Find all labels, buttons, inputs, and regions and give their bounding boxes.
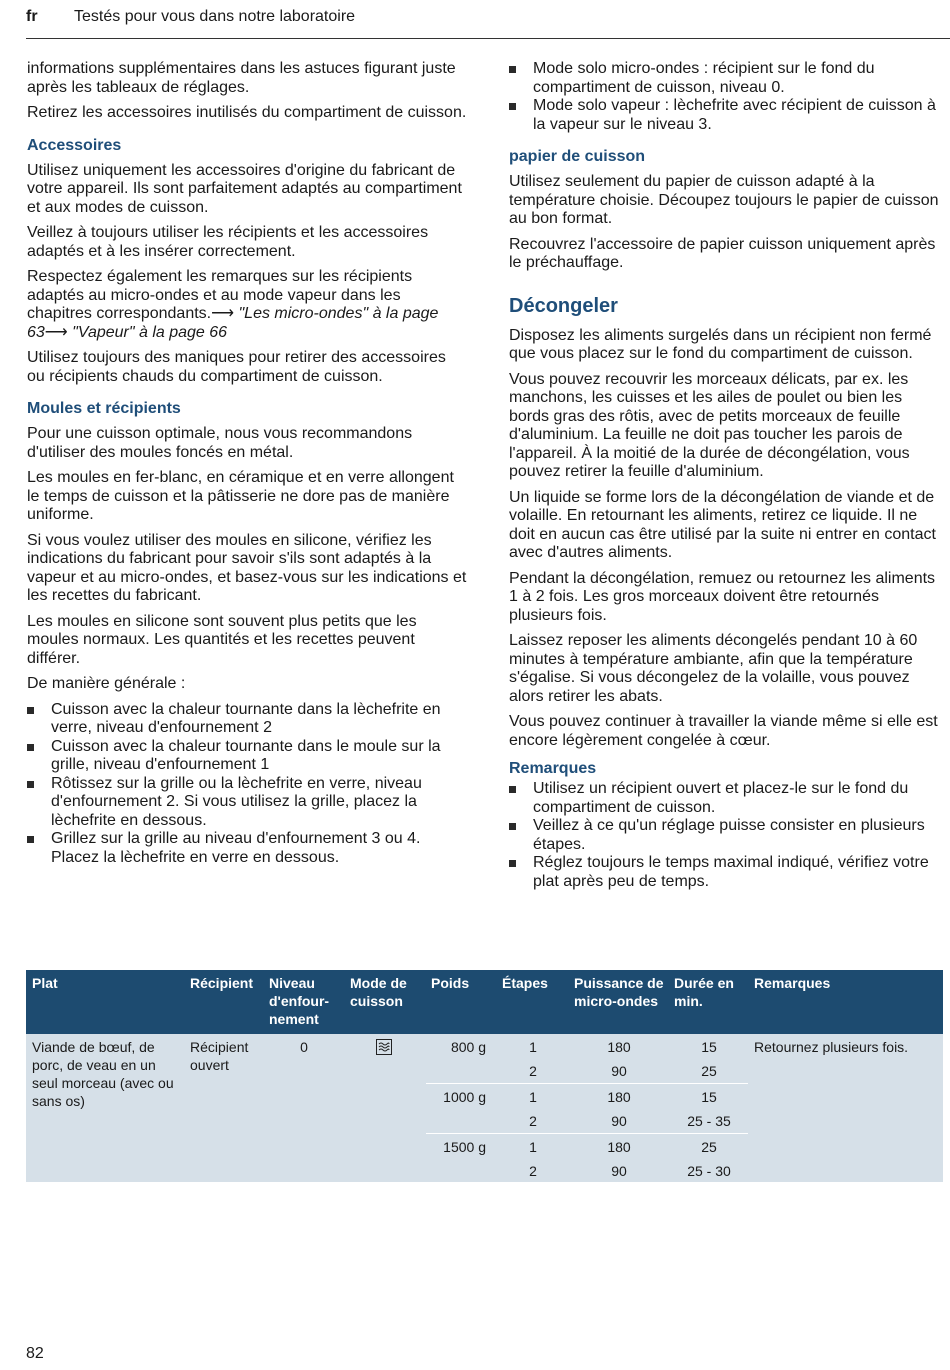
heading-remarques: Remarques xyxy=(509,760,597,777)
paragraph: Pendant la décongélation, remuez ou retournez les aliments 1 à 2 fois. Les gros morceaux doivent être retournés plusieurs fois. xyxy=(509,569,936,624)
crossref-link-microondes[interactable]: "Les micro-ondes" à la page 63 xyxy=(27,305,439,341)
list-item: Cuisson avec la chaleur tournante dans le moule sur la grille, niveau d'enfournement 1 xyxy=(27,738,467,775)
cell-niveau: 0 xyxy=(300,1039,308,1055)
paragraph: Veillez à toujours utiliser les récipients et les accessoires adaptés et à les insérer correctement. xyxy=(27,224,429,260)
list-item: Veillez à ce qu'un réglage puisse consister en plusieurs étapes. xyxy=(509,817,941,854)
paragraph-text: Respectez également les remarques sur les récipients adaptés au micro-ondes et au mode vapeur dans les chapitres correspondants. xyxy=(27,268,413,322)
microwave-mode-icon xyxy=(376,1039,392,1055)
list-item: Grillez sur la grille au niveau d'enfournement 3 ou 4. Placez la lèchefrite en verre en dessous. xyxy=(27,830,467,867)
cell-duree: 15 xyxy=(701,1039,717,1055)
col-header-mode: Mode de cuisson xyxy=(350,975,407,1009)
bullet-list xyxy=(27,701,467,868)
list-item: Mode solo vapeur : lèchefrite avec récipient de cuisson à la vapeur sur le niveau 3. xyxy=(509,97,941,134)
col-header-etapes: Étapes xyxy=(502,975,548,991)
cell-plat: Viande de bœuf, de porc, de veau en un seul morceau (avec ou sans os) xyxy=(32,1039,174,1109)
cell-puissance: 90 xyxy=(611,1163,627,1179)
heading-papier-cuisson: papier de cuisson xyxy=(509,148,646,165)
cell-poids: 1000 g xyxy=(443,1089,486,1105)
paragraph: De manière générale : xyxy=(27,675,186,692)
bullet-square-icon xyxy=(27,744,34,751)
paragraph: informations supplémentaires dans les astuces figurant juste après les tableaux de réglages. xyxy=(27,60,456,96)
header-rule xyxy=(26,38,950,39)
paragraph: Un liquide se forme lors de la décongélation de viande et de volaille. En retournant les aliments, retirez ce liquide. Il ne doit en aucun cas être utilisé par la suite ni entrer en contact avec d'autres aliments. xyxy=(509,488,936,561)
page-header-title: Testés pour vous dans notre laboratoire xyxy=(74,8,356,25)
col-header-recipient: Récipient xyxy=(190,975,254,991)
paragraph: Pour une cuisson optimale, nous vous recommandons d'utiliser des moules foncés en métal. xyxy=(27,425,413,461)
cell-duree: 25 xyxy=(701,1063,717,1079)
cell-duree: 15 xyxy=(701,1089,717,1105)
bullet-list xyxy=(509,780,941,891)
cell-duree: 25 - 30 xyxy=(687,1163,731,1179)
page-header xyxy=(26,8,950,30)
list-item: Rôtissez sur la grille ou la lèchefrite en verre, niveau d'enfournement 2. Si vous utilisez la grille, placez la lèchefrite en dessous. xyxy=(27,775,467,831)
paragraph: Vous pouvez recouvrir les morceaux délicats, par ex. les manchons, les cuisses et les ailes de poulet ou bien les bords gras des rôtis, avec de petits morceaux de feuille d'aluminium. La feuille ne doit pas toucher les parois de l'appareil. À la moitié de la durée de décongélation, vous pouvez retirer la feuille d'aluminium. xyxy=(509,370,910,480)
defrost-table xyxy=(26,970,943,1182)
bullet-square-icon xyxy=(509,786,516,793)
cell-etape: 2 xyxy=(529,1113,537,1129)
cell-etape: 1 xyxy=(529,1139,537,1155)
cell-poids: 800 g xyxy=(450,1039,486,1055)
cell-etape: 1 xyxy=(529,1089,537,1105)
language-code: fr xyxy=(26,8,38,25)
cell-etape: 2 xyxy=(529,1163,537,1179)
left-column xyxy=(27,60,467,874)
arrow-icon: ⟶ xyxy=(44,323,68,341)
bullet-square-icon xyxy=(27,707,34,714)
paragraph: Les moules en fer-blanc, en céramique et en verre allongent le temps de cuisson et la pâtisserie ne dore pas de manière uniforme. xyxy=(27,469,454,523)
cell-poids: 1500 g xyxy=(443,1139,486,1155)
col-header-remarques: Remarques xyxy=(754,975,831,991)
crossref-link-vapeur[interactable]: "Vapeur" à la page 66 xyxy=(67,323,228,341)
cell-duree: 25 xyxy=(701,1139,717,1155)
cell-remarque: Retournez plusieurs fois. xyxy=(754,1039,909,1055)
paragraph-with-crossref xyxy=(27,268,467,342)
paragraph: Vous pouvez continuer à travailler la viande même si elle est encore légèrement congelée à cœur. xyxy=(509,713,938,749)
table-header xyxy=(26,970,943,1034)
paragraph: Utilisez toujours des maniques pour retirer des accessoires ou récipients chauds du compartiment de cuisson. xyxy=(27,349,446,385)
cell-puissance: 180 xyxy=(607,1039,631,1055)
table-body xyxy=(26,1034,943,1182)
col-header-niveau: Niveau d'enfour-nement xyxy=(269,975,330,1027)
paragraph: Laissez reposer les aliments décongelés pendant 10 à 60 minutes à température ambiante, afin que la température s'égalise. Si vous décongelez de la volaille, vous pouvez alors retirer les abats. xyxy=(509,632,918,705)
cell-duree: 25 - 35 xyxy=(687,1113,731,1129)
cell-puissance: 90 xyxy=(611,1113,627,1129)
list-item: Utilisez un récipient ouvert et placez-le sur le fond du compartiment de cuisson. xyxy=(509,780,941,817)
heading-accessoires: Accessoires xyxy=(27,136,122,154)
heading-decongeler: Décongeler xyxy=(509,294,618,317)
bullet-square-icon xyxy=(509,823,516,830)
arrow-icon: ⟶ xyxy=(211,305,235,322)
list-item: Cuisson avec la chaleur tournante dans la lèchefrite en verre, niveau d'enfournement 2 xyxy=(27,701,467,738)
row-divider xyxy=(426,1083,748,1084)
cell-puissance: 180 xyxy=(607,1089,631,1105)
page-number: 82 xyxy=(26,1345,44,1362)
bullet-square-icon xyxy=(27,836,34,843)
right-column xyxy=(509,60,941,898)
paragraph: Recouvrez l'accessoire de papier cuisson uniquement après le préchauffage. xyxy=(509,235,936,271)
col-header-puissance: Puissance de micro-ondes xyxy=(574,975,664,1009)
paragraph: Disposez les aliments surgelés dans un récipient non fermé que vous placez sur le fond du compartiment de cuisson. xyxy=(509,326,932,362)
bullet-square-icon xyxy=(27,781,34,788)
paragraph: Si vous voulez utiliser des moules en silicone, vérifiez les indications du fabricant pour savoir s'ils sont adaptés à la vapeur et au micro-ondes, et basez-vous sur les indications et les recettes du fabricant. xyxy=(27,531,467,604)
col-header-poids: Poids xyxy=(431,975,470,991)
heading-moules: Moules et récipients xyxy=(27,400,181,417)
cell-etape: 2 xyxy=(529,1063,537,1079)
paragraph: Utilisez uniquement les accessoires d'origine du fabricant de votre appareil. Ils sont parfaitement adaptés au compartiment et aux modes de cuisson. xyxy=(27,161,462,216)
paragraph: Utilisez seulement du papier de cuisson adapté à la température choisie. Découpez toujours le papier de cuisson au bon format. xyxy=(509,173,939,227)
col-header-plat: Plat xyxy=(32,975,58,991)
cell-recipient: Récipient ouvert xyxy=(190,1039,249,1073)
bullet-list xyxy=(509,60,941,134)
bullet-square-icon xyxy=(509,860,516,867)
list-item: Réglez toujours le temps maximal indiqué, vérifiez votre plat après peu de temps. xyxy=(509,854,941,891)
paragraph: Retirez les accessoires inutilisés du compartiment de cuisson. xyxy=(27,104,467,121)
bullet-square-icon xyxy=(509,66,516,73)
paragraph: Les moules en silicone sont souvent plus petits que les moules normaux. Les quantités et les recettes peuvent différer. xyxy=(27,612,417,667)
col-header-duree: Durée en min. xyxy=(674,975,734,1009)
cell-puissance: 180 xyxy=(607,1139,631,1155)
bullet-square-icon xyxy=(509,103,516,110)
cell-etape: 1 xyxy=(529,1039,537,1055)
cell-puissance: 90 xyxy=(611,1063,627,1079)
row-divider xyxy=(426,1133,748,1134)
list-item: Mode solo micro-ondes : récipient sur le fond du compartiment de cuisson, niveau 0. xyxy=(509,60,941,97)
